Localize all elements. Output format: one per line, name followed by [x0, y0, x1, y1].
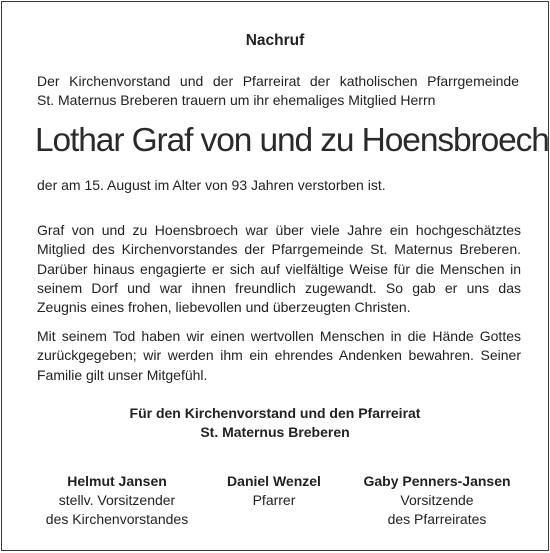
- signer-role: Pfarrer: [252, 492, 296, 508]
- condolence-paragraph: [37, 327, 521, 385]
- condolence-line: Familie gilt unser Mitgefühl.: [37, 366, 208, 383]
- tribute-paragraph: [37, 221, 521, 317]
- tribute-line: Zeugnis eines frohen, liebevollen und überzeugten Christen.: [37, 299, 411, 316]
- signoff-block: [2, 404, 548, 442]
- signer-gaby-penners-jansen: [342, 472, 532, 529]
- signer-role: stellv. Vorsitzender: [58, 492, 176, 508]
- signoff-line-2: St. Maternus Breberen: [200, 424, 350, 440]
- condolence-line: Mit seinem Tod haben wir einen wertvollen Menschen in die Hände Gottes: [37, 328, 521, 344]
- intro-text: [37, 72, 519, 110]
- tribute-line: Darüber hinaus engagierte er sich auf vielfältige Weise für die Menschen in: [37, 260, 521, 277]
- deceased-name: Lothar Graf von und zu Hoensbroech: [35, 122, 549, 159]
- signer-name: Helmut Jansen: [67, 473, 167, 489]
- signer-name: Gaby Penners-Jansen: [363, 473, 511, 489]
- signer-name: Daniel Wenzel: [227, 473, 321, 489]
- signer-helmut-jansen: [22, 472, 212, 529]
- intro-line-2: St. Maternus Breberen trauern um ihr ehemaliges Mitglied Herrn: [37, 92, 436, 108]
- signoff-line-1: Für den Kirchenvorstand und den Pfarreirat: [129, 405, 421, 421]
- intro-line-1: Der Kirchenvorstand und der Pfarreirat der katholischen Pfarrgemeinde: [37, 73, 519, 89]
- signer-role: des Pfarreirates: [387, 511, 487, 527]
- tribute-line: Mitglied des Kirchenvorstandes der Pfarrgemeinde St. Maternus Breberen.: [37, 241, 521, 258]
- condolence-line: zurückgegeben; wir werden ihm ein ehrendes Andenken bewahren. Seiner: [37, 347, 521, 364]
- tribute-line: seinem Dorf und war ihnen freundlich zugewandt. So gab er uns das: [37, 279, 521, 296]
- notice-heading: Nachruf: [245, 32, 305, 49]
- tribute-line: Graf von und zu Hoensbroech war über viele Jahre ein hochgeschätztes: [37, 222, 521, 238]
- signer-daniel-wenzel: [209, 472, 339, 510]
- death-date-text: der am 15. August im Alter von 93 Jahren verstorben ist.: [37, 177, 386, 193]
- signer-role: des Kirchenvorstandes: [45, 511, 189, 527]
- signer-role: Vorsitzende: [400, 492, 474, 508]
- obituary-notice: [1, 1, 549, 551]
